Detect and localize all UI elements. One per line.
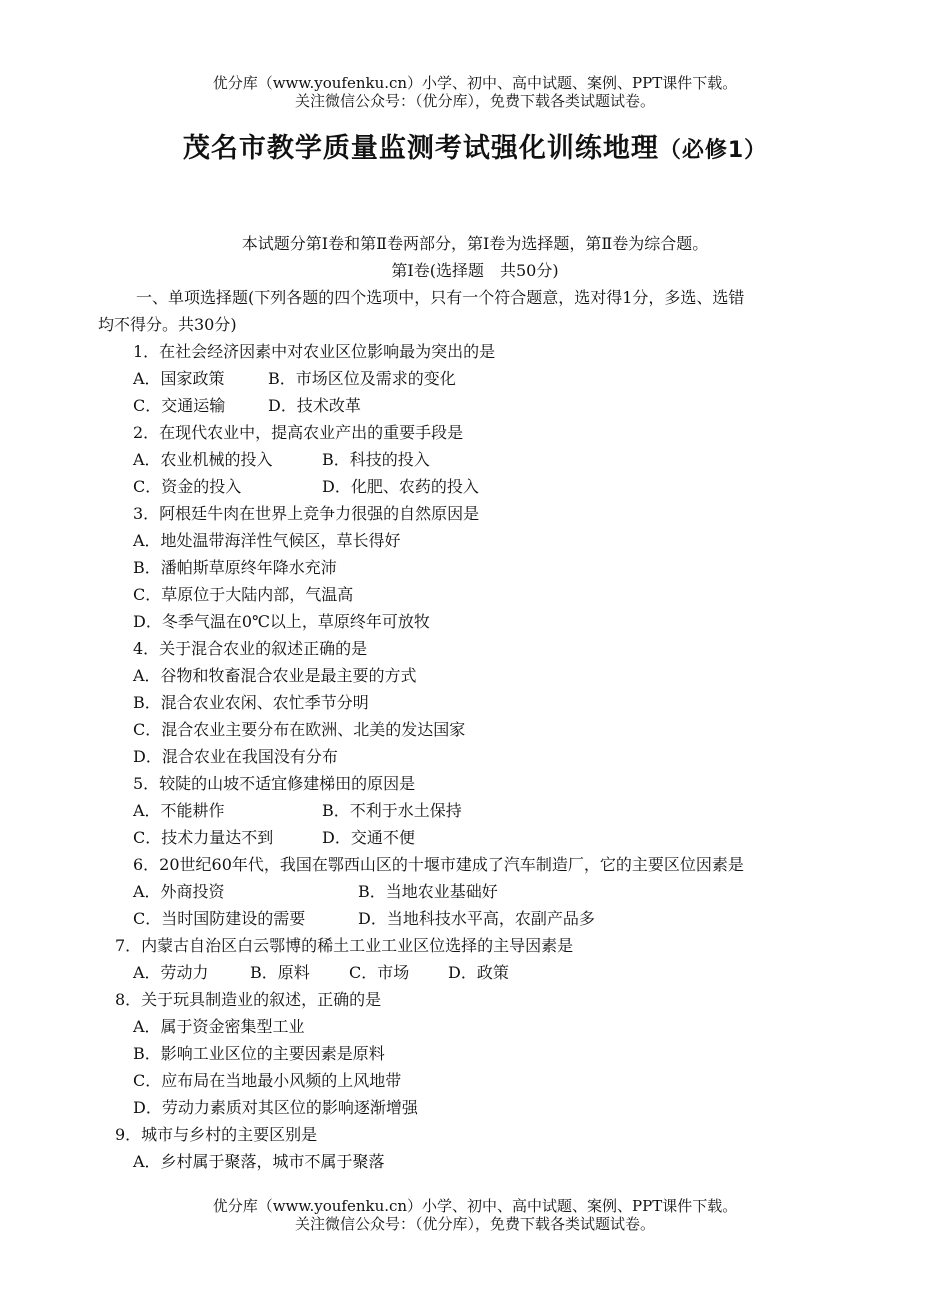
footer-line-1: 优分库（www.youfenku.cn）小学、初中、高中试题、案例、PPT课件下载。: [212, 1197, 738, 1215]
q3-option-c: C．草原位于大陆内部，气温高: [133, 585, 354, 604]
q4-option-d: D．混合农业在我国没有分布: [133, 747, 338, 766]
page-title: [0, 126, 950, 165]
q3-option-a: A．地处温带海洋性气候区，草长得好: [133, 531, 401, 550]
q4-option-a: A．谷物和牧畜混合农业是最主要的方式: [133, 666, 417, 685]
question-4-stem: 4．关于混合农业的叙述正确的是: [133, 639, 368, 658]
q8-option-c: C．应布局在当地最小风频的上风地带: [133, 1071, 402, 1090]
q8-option-d: D．劳动力素质对其区位的影响逐渐增强: [133, 1098, 418, 1117]
q3-option-d: D．冬季气温在0℃以上，草原终年可放牧: [133, 612, 430, 631]
q5-option-a: A．不能耕作: [133, 801, 225, 820]
q2-option-d: D．化肥、农药的投入: [322, 477, 479, 496]
q6-option-b: B．当地农业基础好: [358, 882, 498, 901]
q1-option-b: B．市场区位及需求的变化: [268, 369, 456, 388]
q5-option-d: D．交通不便: [322, 828, 415, 847]
q4-option-b: B．混合农业农闲、农忙季节分明: [133, 693, 369, 712]
header-line-2: 关注微信公众号：（优分库），免费下载各类试题试卷。: [294, 92, 655, 110]
intro-text: 本试题分第Ⅰ卷和第Ⅱ卷两部分，第Ⅰ卷为选择题，第Ⅱ卷为综合题。: [241, 234, 709, 253]
q1-option-a: A．国家政策: [133, 369, 225, 388]
q5-option-b: B．不利于水土保持: [322, 801, 462, 820]
q1-option-d: D．技术改革: [268, 396, 361, 415]
q5-option-c: C．技术力量达不到: [133, 828, 274, 847]
instructions-line-1: 一、单项选择题(下列各题的四个选项中，只有一个符合题意，选对得1分，多选、选错: [136, 288, 745, 307]
question-1-stem: 1．在社会经济因素中对农业区位影响最为突出的是: [133, 342, 496, 361]
q2-option-a: A．农业机械的投入: [133, 450, 273, 469]
q2-option-c: C．资金的投入: [133, 477, 242, 496]
q1-option-c: C．交通运输: [133, 396, 226, 415]
q7-option-c: C．市场: [349, 963, 410, 982]
q7-option-d: D．政策: [448, 963, 509, 982]
q6-option-d: D．当地科技水平高，农副产品多: [358, 909, 595, 928]
q6-option-c: C．当时国防建设的需要: [133, 909, 306, 928]
header-line-1: 优分库（www.youfenku.cn）小学、初中、高中试题、案例、PPT课件下载。: [212, 74, 738, 92]
section-title: 第Ⅰ卷(选择题 共50分): [391, 261, 559, 280]
instructions-line-2: 均不得分。共30分): [98, 315, 237, 334]
question-7-stem: 7．内蒙古自治区白云鄂博的稀土工业工业区位选择的主导因素是: [115, 936, 574, 955]
q4-option-c: C．混合农业主要分布在欧洲、北美的发达国家: [133, 720, 466, 739]
q7-option-b: B．原料: [250, 963, 310, 982]
question-2-stem: 2．在现代农业中，提高农业产出的重要手段是: [133, 423, 464, 442]
q9-option-a: A．乡村属于聚落，城市不属于聚落: [133, 1152, 385, 1171]
footer-line-2: 关注微信公众号：（优分库），免费下载各类试题试卷。: [294, 1215, 655, 1233]
question-8-stem: 8．关于玩具制造业的叙述，正确的是: [115, 990, 382, 1009]
q8-option-a: A．属于资金密集型工业: [133, 1017, 305, 1036]
title-suffix: （必修1）: [658, 138, 768, 163]
title-main: 茂名市教学质量监测考试强化训练地理: [182, 133, 659, 164]
q7-option-a: A．劳动力: [133, 963, 209, 982]
q8-option-b: B．影响工业区位的主要因素是原料: [133, 1044, 385, 1063]
question-3-stem: 3．阿根廷牛肉在世界上竞争力很强的自然原因是: [133, 504, 480, 523]
question-9-stem: 9．城市与乡村的主要区别是: [115, 1125, 318, 1144]
question-5-stem: 5．较陡的山坡不适宜修建梯田的原因是: [133, 774, 416, 793]
q2-option-b: B．科技的投入: [322, 450, 430, 469]
q3-option-b: B．潘帕斯草原终年降水充沛: [133, 558, 337, 577]
question-6-stem: 6．20世纪60年代，我国在鄂西山区的十堰市建成了汽车制造厂，它的主要区位因素是: [133, 855, 744, 874]
q6-option-a: A．外商投资: [133, 882, 225, 901]
